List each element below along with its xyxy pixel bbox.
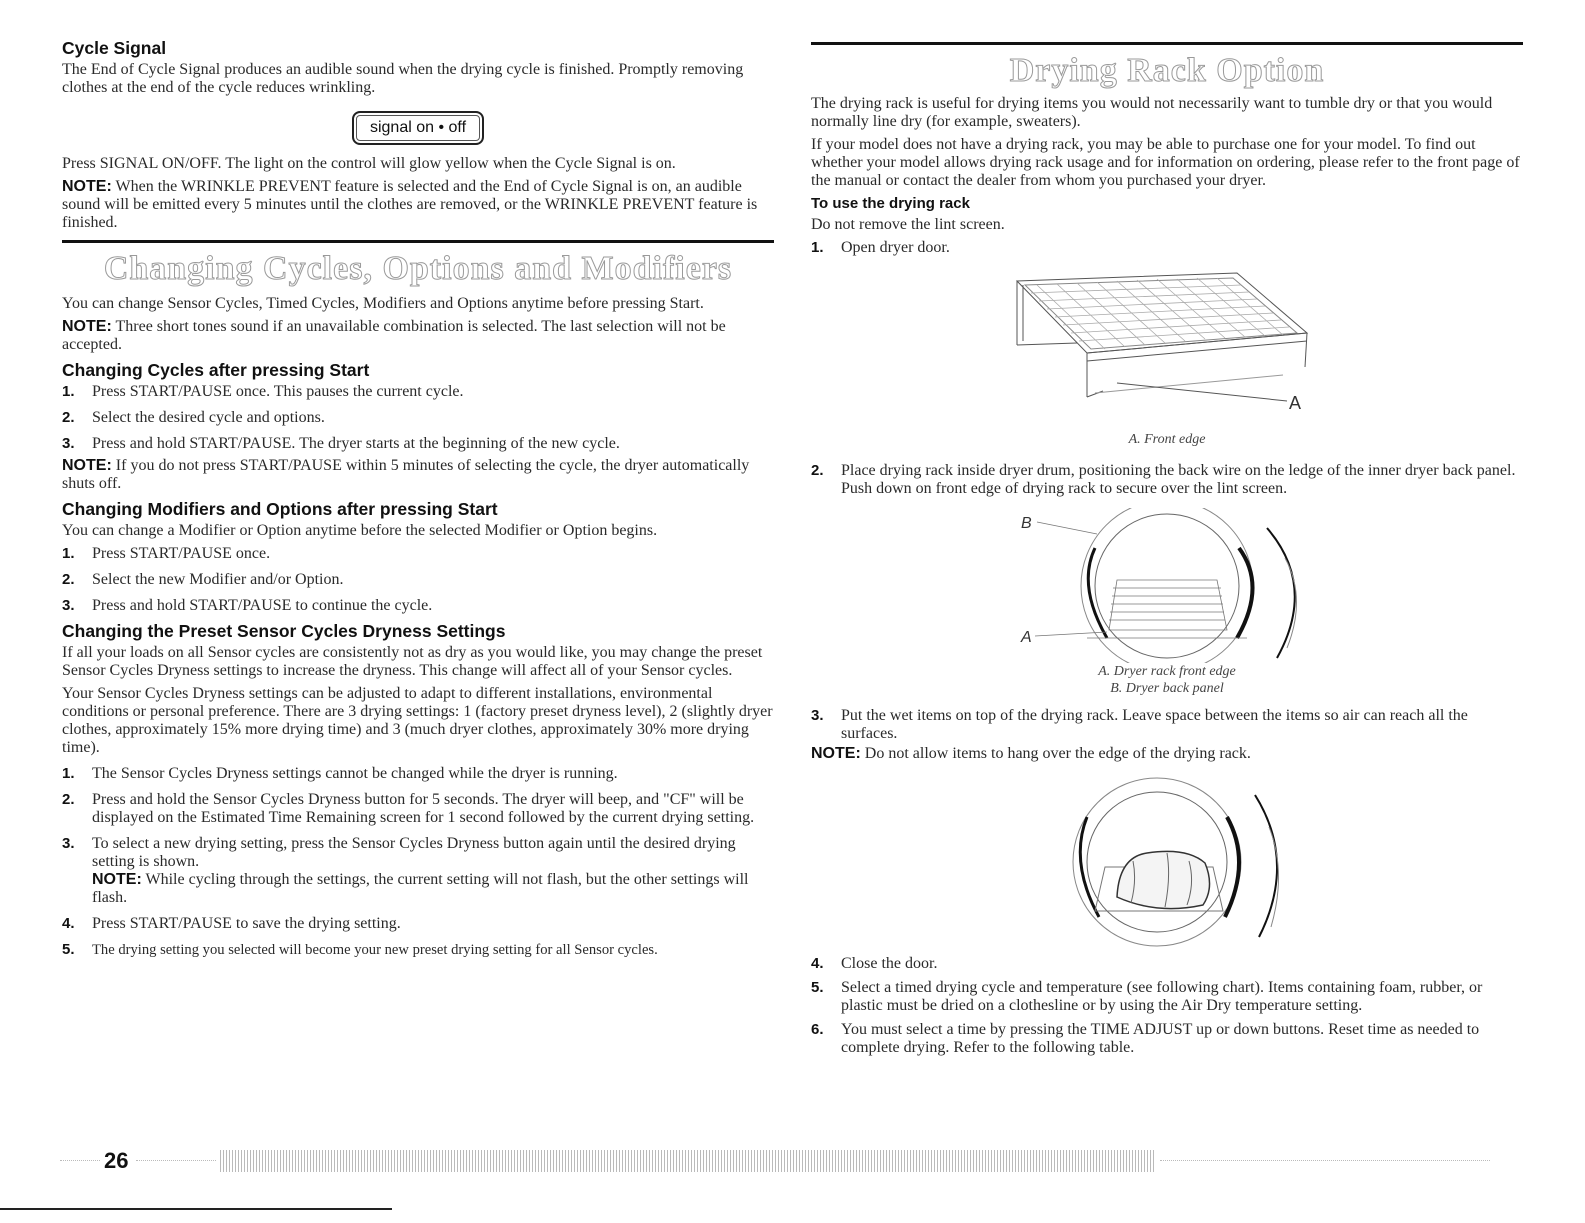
step-number: 4. — [62, 915, 75, 932]
rack-steps-2 — [811, 462, 1523, 498]
list-item — [62, 409, 774, 427]
step-number: 5. — [62, 941, 75, 958]
rack-steps-4 — [811, 955, 1523, 1057]
list-item — [62, 545, 774, 563]
items-on-rack-drawing — [1047, 777, 1287, 947]
step-text: Close the door. — [841, 955, 938, 972]
note-label: NOTE: — [62, 178, 112, 195]
preset-heading: Changing the Preset Sensor Cycles Dryness Settings — [62, 621, 506, 641]
changing-note — [62, 318, 774, 354]
label-b: B — [1021, 515, 1032, 532]
right-column — [811, 42, 1523, 1065]
step-text: The drying setting you selected will become your new preset drying setting for all Sensor cycles. — [92, 942, 658, 958]
items-on-rack-illustration — [1047, 777, 1287, 947]
left-column — [62, 34, 774, 967]
list-item — [811, 1021, 1523, 1057]
step-text: Press START/PAUSE to save the drying setting. — [92, 915, 401, 932]
footer-dotted-rule — [136, 1160, 216, 1161]
note-text: Do not allow items to hang over the edge of the drying rack. — [860, 745, 1251, 762]
step-number: 6. — [811, 1021, 824, 1038]
modifiers-heading: Changing Modifiers and Options after pressing Start — [62, 499, 498, 519]
label-a: A — [1021, 629, 1032, 646]
drying-rack-drawing — [1007, 271, 1327, 431]
step-text: Press START/PAUSE once. This pauses the current cycle. — [92, 383, 464, 400]
preset-steps — [62, 765, 774, 959]
drying-rack-title: Drying Rack Option — [1009, 52, 1325, 89]
drying-rack-para-1: The drying rack is useful for drying items you would not necessarily want to tumble dry or that you would normally line dry (for example, sweaters). — [811, 95, 1493, 130]
list-item — [62, 791, 774, 827]
note-text: Three short tones sound if an unavailable combination is selected. The last selection will not be accepted. — [62, 318, 726, 353]
note-text: If you do not press START/PAUSE within 5 minutes of selecting the cycle, the dryer automatically shuts off. — [62, 457, 750, 492]
cycle-signal-instruction: Press SIGNAL ON/OFF. The light on the control will glow yellow when the Cycle Signal is on. — [62, 155, 676, 172]
step-text: Select a timed drying cycle and temperature (see following chart). Items containing foam, rubber, or plastic must be dried on a clothesline or by using the Air Dry temperature setting. — [841, 979, 1483, 1014]
use-rack-heading: To use the drying rack — [811, 195, 970, 212]
step-text: Put the wet items on top of the drying rack. Leave space between the items so air can reach all the surfaces. — [841, 707, 1468, 742]
step-number: 2. — [811, 462, 824, 479]
rack-in-drum-illustration — [1017, 508, 1317, 663]
step-text: Press and hold the Sensor Cycles Dryness button for 5 seconds. The dryer will beep, and "CF" will be displayed on the Estimated Time Remaining screen for 1 second followed by the current drying setting. — [92, 791, 755, 826]
note-label: NOTE: — [62, 318, 112, 335]
step-number: 3. — [811, 707, 824, 724]
preset-para-1: If all your loads on all Sensor cycles are consistently not as dry as you would like, you may change the preset Sensor Cycles Dryness settings to increase the dryness. This change will affect all of your Sensor cycles. — [62, 644, 763, 679]
list-item — [811, 239, 1523, 257]
step-text: Select the desired cycle and options. — [92, 409, 325, 426]
step-text: Press START/PAUSE once. — [92, 545, 271, 562]
section-divider — [62, 240, 774, 243]
signal-on-off-button: signal on • off — [352, 111, 484, 145]
page-number: 26 — [104, 1148, 129, 1173]
list-item — [811, 979, 1523, 1015]
step-number: 5. — [811, 979, 824, 996]
changing-intro: You can change Sensor Cycles, Timed Cycles, Modifiers and Options anytime before pressing Start. — [62, 295, 704, 312]
step-number: 1. — [62, 765, 75, 782]
modifiers-steps — [62, 545, 774, 615]
step-number: 1. — [811, 239, 824, 256]
cycle-signal-intro: The End of Cycle Signal produces an audible sound when the drying cycle is finished. Promptly removing clothes at the end of the cycle reduces wrinkling. — [62, 61, 744, 96]
section-divider — [811, 42, 1523, 45]
list-item — [811, 955, 1523, 973]
note-label: NOTE: — [811, 745, 861, 762]
list-item — [62, 765, 774, 783]
cycle-signal-note — [62, 178, 774, 232]
after-start-note — [62, 457, 774, 493]
rack-in-drum-drawing — [1017, 508, 1317, 663]
step-number: 2. — [62, 571, 75, 588]
changing-section-title: Changing Cycles, Options and Modifiers — [103, 250, 733, 287]
modifiers-intro: You can change a Modifier or Option anytime before the selected Modifier or Option begins. — [62, 522, 658, 539]
drying-rack-illustration — [1007, 271, 1327, 431]
after-start-heading: Changing Cycles after pressing Start — [62, 360, 370, 380]
page-footer — [60, 1148, 1490, 1174]
list-item — [62, 915, 774, 933]
bottom-rule — [0, 1208, 392, 1210]
list-item — [62, 597, 774, 615]
step-text: The Sensor Cycles Dryness settings cannot be changed while the dryer is running. — [92, 765, 618, 782]
list-item — [62, 383, 774, 401]
step-text: You must select a time by pressing the TIME ADJUST up or down buttons. Reset time as needed to complete drying. Refer to the following table. — [841, 1021, 1480, 1056]
rack-note — [811, 745, 1523, 763]
step-number: 3. — [62, 597, 75, 614]
drying-rack-para-2: If your model does not have a drying rack, you may be able to purchase one for your model. To find out whether your model allows drying rack usage and for information on ordering, please refer to the front page of the manual or contact the dealer from whom you purchased your dryer. — [811, 136, 1520, 189]
fig1-caption: A. Front edge — [1128, 432, 1206, 447]
list-item — [811, 707, 1523, 743]
cycle-signal-heading: Cycle Signal — [62, 38, 167, 58]
step-number: 2. — [62, 409, 75, 426]
step-number: 3. — [62, 435, 75, 452]
note-text: While cycling through the settings, the current setting will not flash, but the other settings will flash. — [92, 871, 749, 906]
use-rack-intro: Do not remove the lint screen. — [811, 216, 1005, 233]
signal-button-illustration — [62, 111, 774, 145]
list-item — [62, 835, 774, 907]
footer-hatched-bar — [220, 1150, 1155, 1172]
step-number: 2. — [62, 791, 75, 808]
footer-dotted-rule — [1160, 1160, 1490, 1161]
list-item — [62, 941, 774, 959]
step-text: Press and hold START/PAUSE. The dryer starts at the beginning of the new cycle. — [92, 435, 620, 452]
step-text: Place drying rack inside dryer drum, positioning the back wire on the ledge of the inner dryer back panel. Push down on front edge of drying rack to secure over the lint screen. — [841, 462, 1516, 497]
rack-steps-3 — [811, 707, 1523, 743]
list-item — [62, 571, 774, 589]
note-label: NOTE: — [62, 457, 112, 474]
step-text: Press and hold START/PAUSE to continue the cycle. — [92, 597, 433, 614]
note-text: When the WRINKLE PREVENT feature is selected and the End of Cycle Signal is on, an audible sound will be emitted every 5 minutes until the clothes are removed, or the WRINKLE PREVENT feature is finished. — [62, 178, 758, 231]
list-item — [62, 435, 774, 453]
step-number: 3. — [62, 835, 75, 852]
footer-dotted-rule — [60, 1160, 100, 1161]
after-start-steps — [62, 383, 774, 453]
note-label: NOTE: — [92, 871, 142, 888]
label-a: A — [1289, 393, 1302, 413]
step-text: Open dryer door. — [841, 239, 950, 256]
fig2-caption-b: B. Dryer back panel — [1110, 681, 1224, 696]
rack-steps-1 — [811, 239, 1523, 257]
preset-para-2: Your Sensor Cycles Dryness settings can be adjusted to adapt to different installations, environmental conditions or personal preference. There are 3 drying settings: 1 (factory preset dryness level), 2 (slightly dryer clothes, approximately 15% more drying time) and 3 (much dryer clothes, approximately 30% more drying time). — [62, 685, 773, 756]
step-text: To select a new drying setting, press the Sensor Cycles Dryness button again until the desired drying setting is shown. — [92, 835, 736, 870]
step-number: 4. — [811, 955, 824, 972]
step-number: 1. — [62, 545, 75, 562]
step-text: Select the new Modifier and/or Option. — [92, 571, 344, 588]
fig2-caption-a: A. Dryer rack front edge — [1098, 664, 1236, 679]
step-number: 1. — [62, 383, 75, 400]
list-item — [811, 462, 1523, 498]
